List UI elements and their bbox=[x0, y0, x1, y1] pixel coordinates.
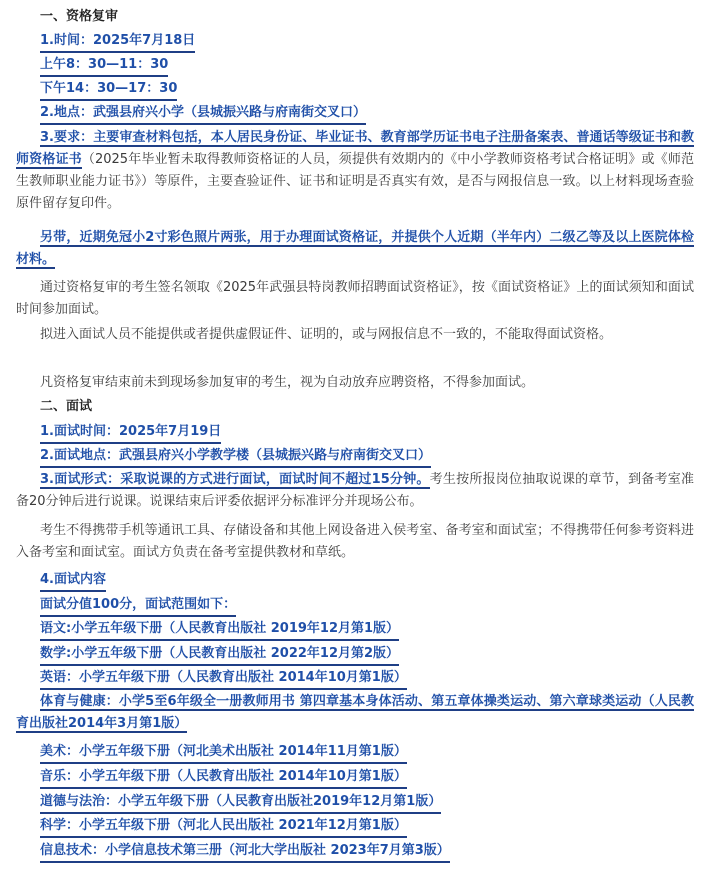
subject-chinese-line bbox=[40, 618, 399, 640]
review-date: 1.时间：2025年7月18日 bbox=[40, 30, 195, 53]
review-requirements-bold: 3.要求：主要审查材料包括，本人居民身份证、毕业证书、教育部学历证书电子注册备案表、普通话等级证书和教师资格证书 bbox=[16, 130, 694, 167]
score-line bbox=[40, 594, 236, 616]
interview-form-paragraph bbox=[16, 469, 694, 513]
interview-place-line bbox=[40, 445, 431, 467]
section-heading-interview: 二、面试 bbox=[40, 399, 93, 414]
subject-art: 美术：小学五年级下册（河北美术出版社 2014年11月第1版） bbox=[40, 741, 407, 764]
section-heading-qualification: 一、资格复审 bbox=[40, 9, 119, 24]
review-place: 2.地点：武强县府兴小学（县城振兴路与府南街交叉口） bbox=[40, 102, 366, 125]
interview-content-line bbox=[40, 569, 106, 591]
photo-note: 另带，近期免冠小2寸彩色照片两张，用于办理面试资格证，并提供个人近期（半年内）二级乙等及以上医院体检材料。 bbox=[16, 230, 694, 267]
subject-english: 英语：小学五年级下册（人民教育出版社 2014年10月第1版） bbox=[40, 667, 407, 690]
review-morning: 上午8：30—11：30 bbox=[40, 54, 168, 77]
interview-content-label: 4.面试内容 bbox=[40, 569, 106, 592]
photo-note-paragraph bbox=[16, 227, 694, 271]
subject-it-line bbox=[40, 840, 450, 862]
review-afternoon-line bbox=[40, 78, 177, 100]
review-time-line bbox=[40, 30, 195, 52]
interview-place: 2.面试地点：武强县府兴小学教学楼（县城振兴路与府南街交叉口） bbox=[40, 445, 431, 468]
review-requirements-plain: （2025年毕业暂未取得教师资格证的人员，须提供有效期内的《中小学教师资格考试合格证明》或《师范生教师职业能力证书》）等原件，主要查验证件、证书和证明是否真实有效，是否与网报信息一致。以上材料现场查验原件留存复印件。 bbox=[16, 152, 694, 211]
subject-pe: 体育与健康：小学5至6年级全一册教师用书 第四章基本身体活动、第五章体操类运动、第六章球类运动（人民教育出版社2014年3月第1版） bbox=[16, 694, 694, 731]
sign-paragraph: 通过资格复审的考生签名领取《2025年武强县特岗教师招聘面试资格证》，按《面试资格证》上的面试须知和面试时间参加面试。 bbox=[16, 280, 694, 317]
interview-form-plain: 考生按所报岗位抽取说课的章节，到备考室准备20分钟后进行说课。说课结束后评委依据评分标准评分并现场公布。 bbox=[16, 472, 694, 509]
review-morning-line bbox=[40, 54, 168, 76]
review-place-line bbox=[40, 102, 366, 124]
interview-time: 1.面试时间：2025年7月19日 bbox=[40, 421, 221, 444]
subject-math: 数学:小学五年级下册（人民教育出版社 2022年12月第2版） bbox=[40, 643, 399, 666]
subject-science-line bbox=[40, 815, 407, 837]
fake-docs-paragraph: 拟进入面试人员不能提供或者提供虚假证件、证明的，或与网报信息不一致的，不能取得面试资格。 bbox=[40, 327, 613, 342]
devices-paragraph: 考生不得携带手机等通讯工具、存储设备和其他上网设备进入侯考室、备考室和面试室；不得携带任何参考资料进入备考室和面试室。面试方负责在备考室提供教材和草纸。 bbox=[16, 523, 694, 560]
subject-english-line bbox=[40, 667, 407, 689]
absent-paragraph: 凡资格复审结束前未到现场参加复审的考生，视为自动放弃应聘资格，不得参加面试。 bbox=[40, 375, 535, 390]
subject-music-line bbox=[40, 766, 407, 788]
subject-math-line bbox=[40, 643, 399, 665]
subject-art-line bbox=[40, 741, 407, 763]
subject-pe-paragraph bbox=[16, 691, 694, 735]
subject-ethics: 道德与法治：小学五年级下册（人民教育出版社2019年12月第1版） bbox=[40, 791, 441, 814]
subject-music: 音乐：小学五年级下册（人民教育出版社 2014年10月第1版） bbox=[40, 766, 407, 789]
score-range: 面试分值100分，面试范围如下： bbox=[40, 594, 236, 617]
subject-it: 信息技术：小学信息技术第三册（河北大学出版社 2023年7月第3版） bbox=[40, 840, 450, 863]
review-requirements-paragraph bbox=[16, 127, 694, 215]
interview-time-line bbox=[40, 421, 221, 443]
subject-ethics-line bbox=[40, 791, 441, 813]
interview-form-bold: 3.面试形式：采取说课的方式进行面试，面试时间不超过15分钟。 bbox=[40, 472, 430, 487]
subject-science: 科学：小学五年级下册（河北人民出版社 2021年12月第1版） bbox=[40, 815, 407, 838]
subject-chinese: 语文:小学五年级下册（人民教育出版社 2019年12月第1版） bbox=[40, 618, 399, 641]
review-afternoon: 下午14：30—17：30 bbox=[40, 78, 177, 101]
